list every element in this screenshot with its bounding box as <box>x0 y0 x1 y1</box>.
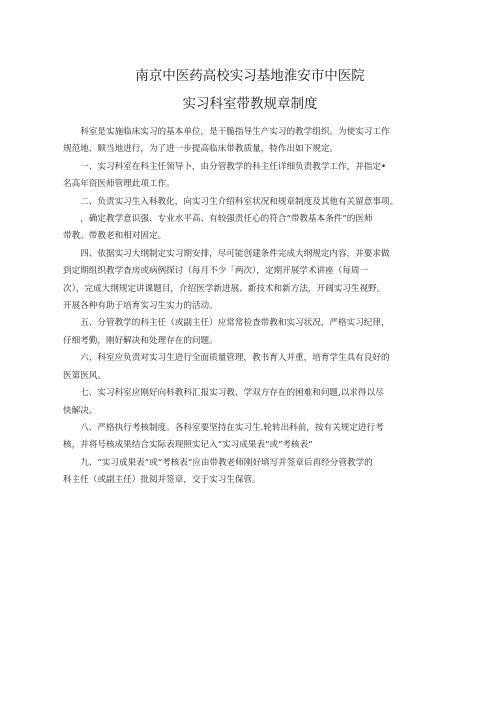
text-line: 科主任（或副主任）批阅并签章，交于实习生保管。 <box>63 475 261 486</box>
text-line: 核，并将号核成果结合实际表现照实记入“实习成果表”或“考核表” <box>63 440 313 451</box>
paragraph-rule-8 <box>63 420 433 455</box>
text-line: 九、“实习成果表”或“考核表”应由带教老师刚好填写并签章后再经分管教学的 <box>80 457 373 468</box>
text-line: 快解决。 <box>63 405 98 416</box>
paragraph-rule-2 <box>63 194 433 211</box>
text-line: 一、实习科室在科主任领导卜，由分管教学的科主任详细负责教学工作，并指定• <box>80 161 387 172</box>
text-line: 到定期组织教学查房或病例探讨（每月不少「两次），定期开展学术讲座（每周一 <box>63 266 369 277</box>
paragraph-rule-9 <box>63 455 433 490</box>
paragraph-rule-1 <box>63 159 433 194</box>
text-line: 六、科室应负责对实习生进行全面质量管理，教书育人并重，培育学生具有良好的 <box>80 353 390 364</box>
document-subtitle: 实习科室带教规章制度 <box>182 96 318 112</box>
text-line: 仔细考勤，刚好解决和处理存在的问题。 <box>63 335 218 346</box>
text-line: 带教。带教老和相对固定。 <box>63 231 167 242</box>
text-line: 四、依据实习大纲制定实习期安排，尽可能创建条件完成大纲规定内容，并要求做 <box>80 248 390 259</box>
text-line: 七、实习科室应刚好向科教科汇报实习教、学双方存在的困难和问题,以求得以尽 <box>80 388 384 399</box>
document-body <box>63 124 433 490</box>
text-line: 五、分管教学的科主任（或副主任）应常常检查带教和实习状况，严格实习纪律， <box>80 318 390 329</box>
text-line: ，确定教学意识强、专业水平高、有较强责任心的符合“带教基本条件”的医师 <box>80 214 373 225</box>
text-line: 开展各种有助于培育实习生实力的活动。 <box>63 301 218 312</box>
text-line: 次），完成大纲规定讲课题目，介绍医学新进展、新技术和新方法，开阔实习生视野。 <box>63 283 386 294</box>
text-line: 二、负责实习生入科教化，向实习生介绍科室状况和规章制度及其他有关留意事项。 <box>80 196 399 207</box>
text-line: 名高年资医师管理此项工作。 <box>63 179 175 190</box>
text-line: 医第医风。 <box>63 370 106 381</box>
paragraph-rule-4 <box>63 246 433 316</box>
paragraph-rule-3 <box>63 211 433 246</box>
paragraph-rule-6 <box>63 350 433 385</box>
document-title: 南京中医药高校实习基地淮安市中医院 <box>135 68 365 84</box>
paragraph-intro <box>63 124 433 159</box>
text-line: 规范地、顺当地进行，为了进一步提高临床带教质量，特作出如下规定。 <box>63 144 339 155</box>
text-line: 科室是实施临床实习的基本单位，是干脆指导生产实习的教学组织。为使实习工作 <box>80 127 390 137</box>
paragraph-rule-7 <box>63 385 433 420</box>
paragraph-rule-5 <box>63 315 433 350</box>
text-line: 八、严格执行考核制度。各科室要坚持在实习生.轮转出科前，按有关规定进行考 <box>80 422 384 433</box>
